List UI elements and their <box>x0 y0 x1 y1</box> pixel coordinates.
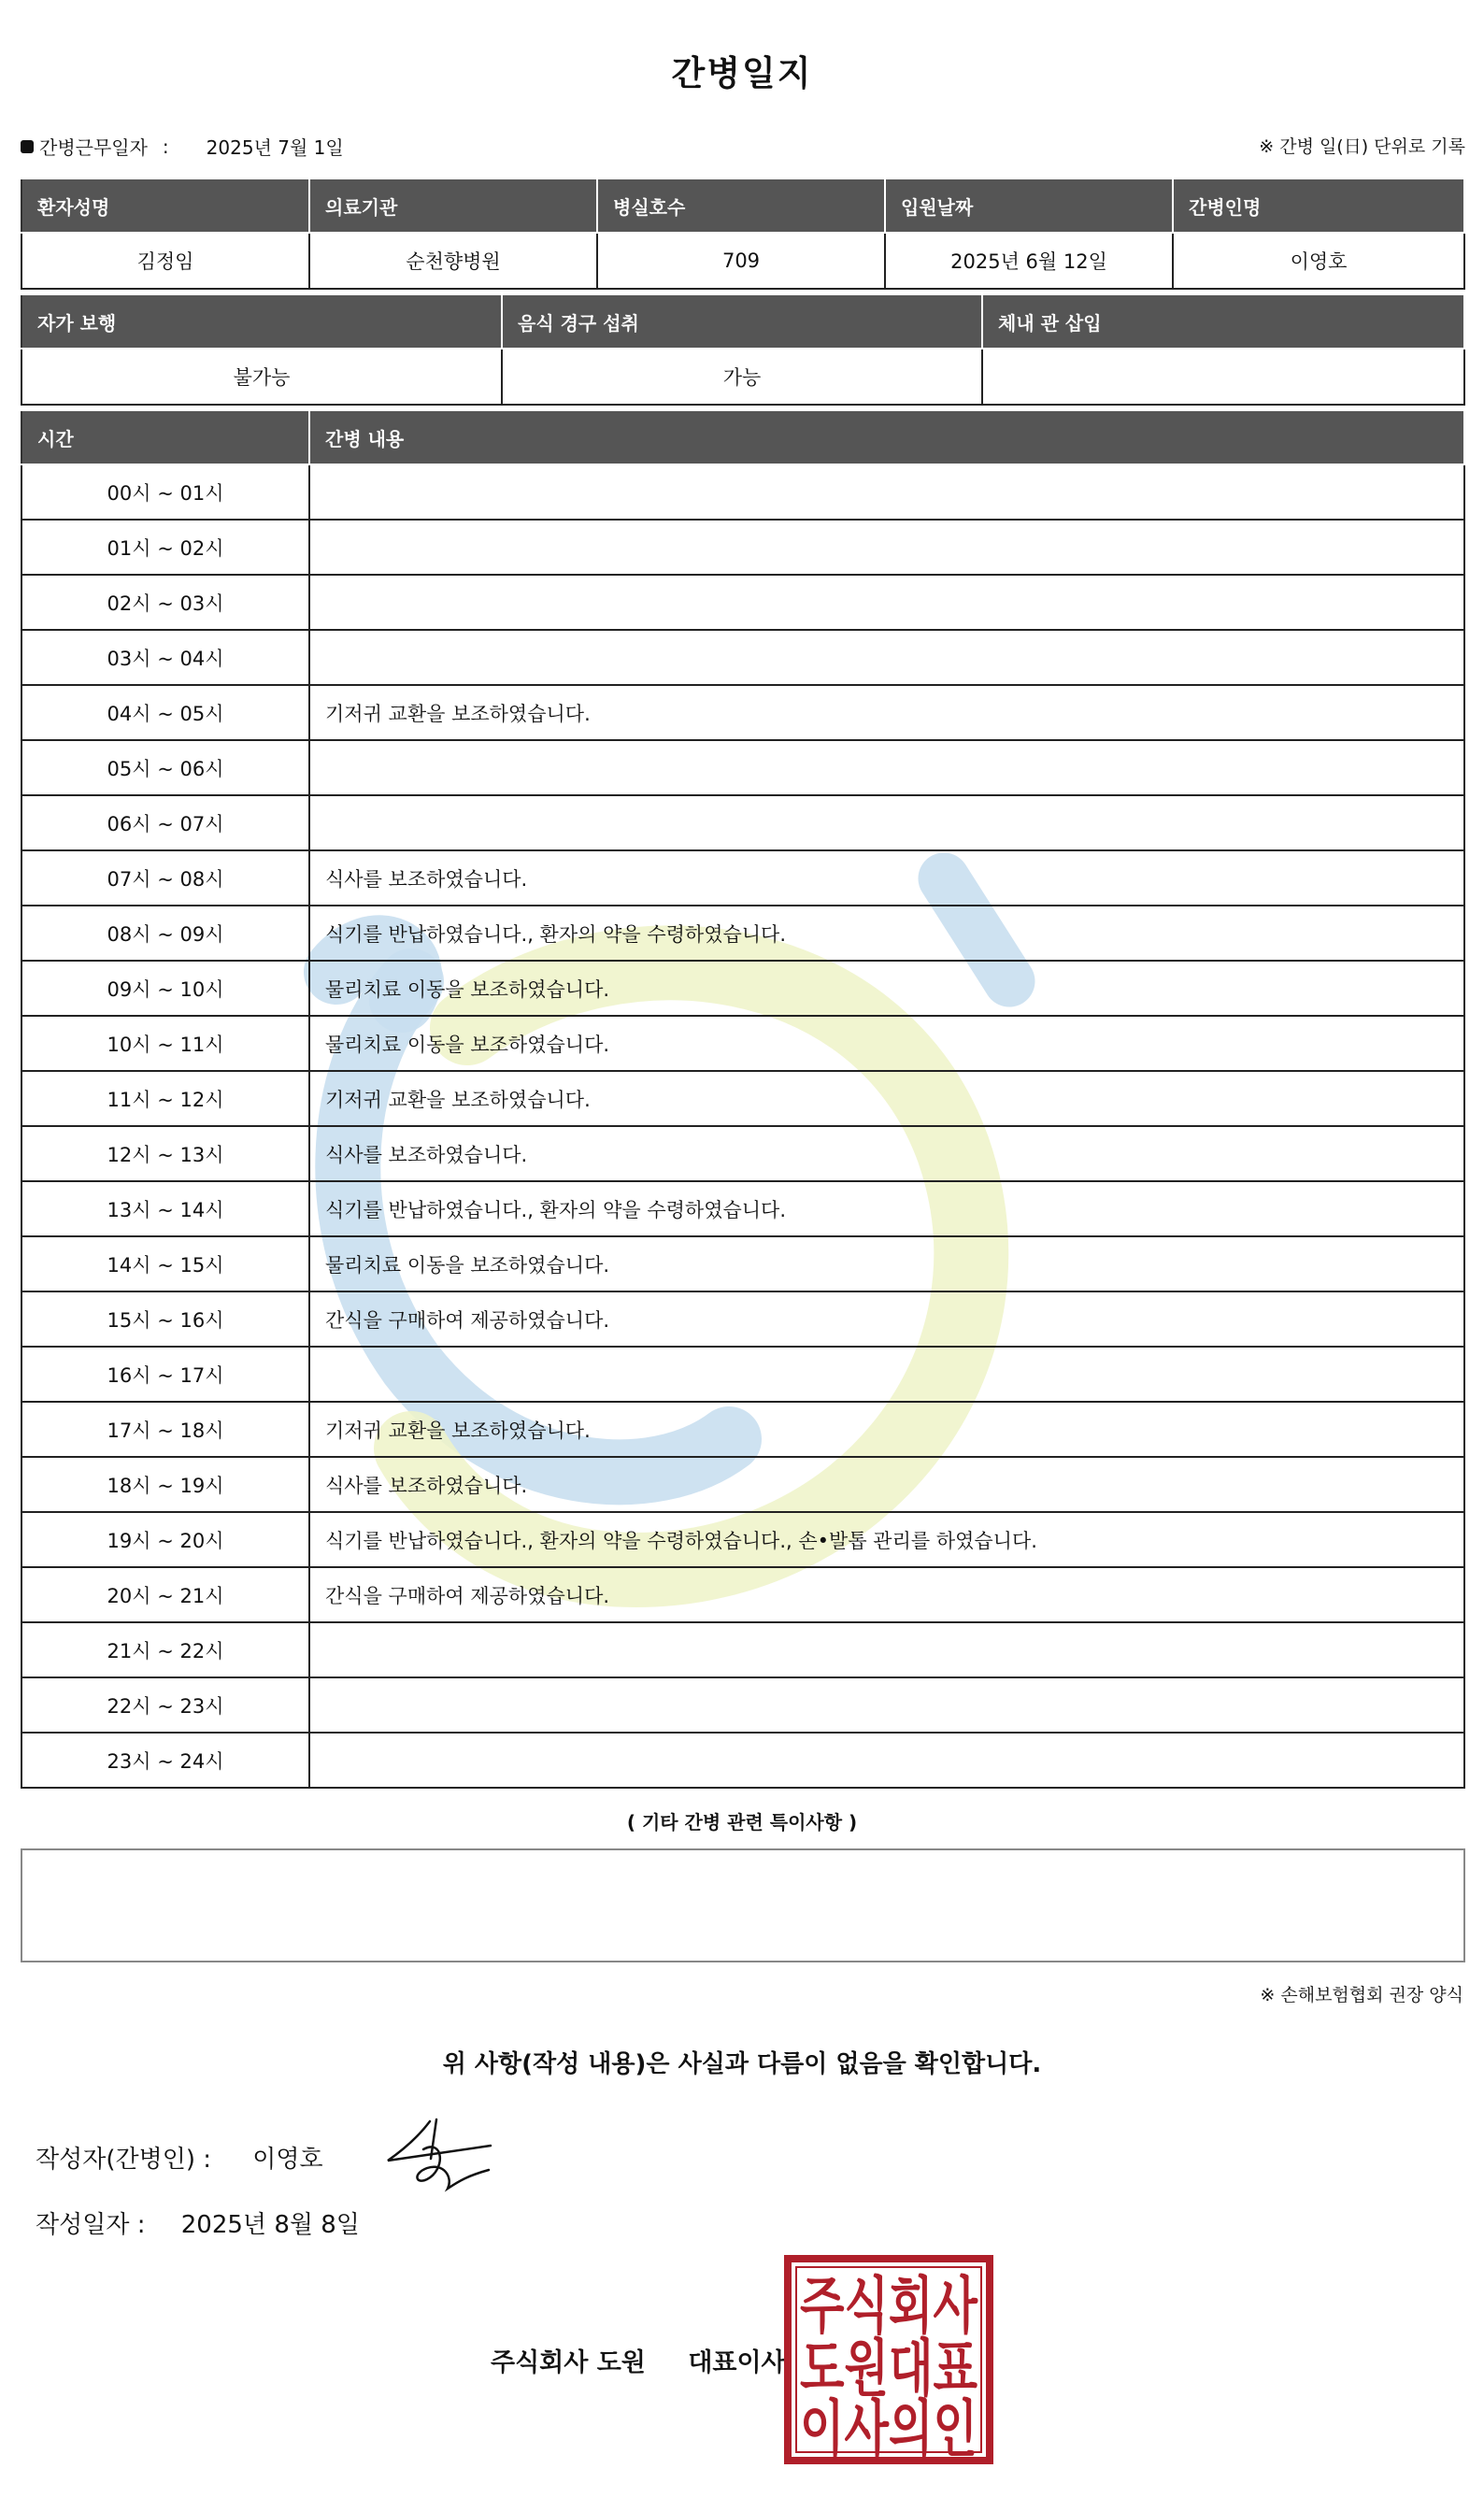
care-content <box>309 630 1464 685</box>
table-row <box>21 1677 1464 1733</box>
table-row <box>21 740 1464 795</box>
patient-status-table <box>21 293 1465 406</box>
time-slot: 06시 ~ 07시 <box>21 795 309 850</box>
company-line <box>491 2342 786 2378</box>
time-slot: 04시 ~ 05시 <box>21 685 309 740</box>
work-date-label: 간병근무일자 <box>39 136 148 159</box>
table-row <box>21 1457 1464 1512</box>
care-content <box>309 1733 1464 1788</box>
care-content: 간식을 구매하여 제공하였습니다. <box>309 1291 1464 1347</box>
time-slot: 11시 ~ 12시 <box>21 1071 309 1126</box>
written-date-label: 작성일자 : <box>36 2211 146 2239</box>
time-slot: 15시 ~ 16시 <box>21 1291 309 1347</box>
table-row <box>21 1347 1464 1402</box>
table-row <box>21 685 1464 740</box>
care-content <box>309 1622 1464 1677</box>
time-slot: 07시 ~ 08시 <box>21 850 309 906</box>
time-slot: 13시 ~ 14시 <box>21 1181 309 1236</box>
table-row <box>21 1622 1464 1677</box>
time-slot: 12시 ~ 13시 <box>21 1126 309 1181</box>
time-slot: 10시 ~ 11시 <box>21 1016 309 1071</box>
care-content: 물리치료 이동을 보조하였습니다. <box>309 1236 1464 1291</box>
care-content: 식기를 반납하였습니다., 환자의 약을 수령하였습니다. <box>309 1181 1464 1236</box>
recommendation-note: ※ 손해보험협회 권장 양식 <box>1260 1985 1463 2005</box>
caregiver-name-header: 간병인명 <box>1173 178 1464 233</box>
time-slot: 03시 ~ 04시 <box>21 630 309 685</box>
time-slot: 21시 ~ 22시 <box>21 1622 309 1677</box>
written-date-line <box>36 2205 360 2240</box>
table-row <box>21 464 1464 520</box>
care-content <box>309 520 1464 575</box>
confirmation-statement: 위 사항(작성 내용)은 사실과 다름이 없음을 확인합니다. <box>442 2050 1042 2078</box>
table-row <box>21 1733 1464 1788</box>
care-log-table <box>21 409 1465 1789</box>
care-content: 물리치료 이동을 보조하였습니다. <box>309 1016 1464 1071</box>
room-number-header: 병실호수 <box>597 178 885 233</box>
company-name: 주식회사 도원 <box>491 2348 646 2377</box>
writer-name: 이영호 <box>252 2146 323 2174</box>
table-row <box>21 795 1464 850</box>
work-date-value: 2025년 7월 1일 <box>206 136 344 159</box>
table-row <box>21 1236 1464 1291</box>
care-content <box>309 740 1464 795</box>
special-notes-title: ( 기타 간병 관련 특이사항 ) <box>626 1811 858 1834</box>
time-slot: 19시 ~ 20시 <box>21 1512 309 1567</box>
seal-line-2: 도원대표 <box>800 2333 978 2404</box>
care-content: 식사를 보조하였습니다. <box>309 1457 1464 1512</box>
time-slot: 05시 ~ 06시 <box>21 740 309 795</box>
table-row <box>21 906 1464 961</box>
care-content: 물리치료 이동을 보조하였습니다. <box>309 961 1464 1016</box>
time-slot: 22시 ~ 23시 <box>21 1677 309 1733</box>
care-content: 기저귀 교환을 보조하였습니다. <box>309 1071 1464 1126</box>
seal-line-1: 주식회사 <box>800 2270 978 2342</box>
work-date <box>21 133 344 160</box>
special-notes-box <box>21 1848 1465 1962</box>
writer-line <box>36 2140 323 2175</box>
care-content <box>309 1347 1464 1402</box>
care-content <box>309 575 1464 630</box>
time-slot: 08시 ~ 09시 <box>21 906 309 961</box>
written-date: 2025년 8월 8일 <box>180 2211 360 2239</box>
self-walking-header: 자가 보행 <box>21 294 502 349</box>
patient-name-header: 환자성명 <box>21 178 309 233</box>
patient-name: 김정임 <box>21 233 309 289</box>
table-row <box>21 520 1464 575</box>
table-row <box>21 1567 1464 1622</box>
company-seal <box>783 2254 994 2465</box>
room-number: 709 <box>597 233 885 289</box>
oral-intake-header: 음식 경구 섭취 <box>502 294 982 349</box>
square-bullet-icon <box>21 140 34 153</box>
care-content: 간식을 구매하여 제공하였습니다. <box>309 1567 1464 1622</box>
daily-record-note: ※ 간병 일(日) 단위로 기록 <box>1259 136 1465 157</box>
table-row <box>21 630 1464 685</box>
time-slot: 16시 ~ 17시 <box>21 1347 309 1402</box>
table-row <box>21 1402 1464 1457</box>
work-date-row <box>21 133 1465 164</box>
patient-info-table <box>21 178 1465 290</box>
care-content: 기저귀 교환을 보조하였습니다. <box>309 685 1464 740</box>
table-row <box>21 1291 1464 1347</box>
table-row <box>21 575 1464 630</box>
time-slot: 01시 ~ 02시 <box>21 520 309 575</box>
tube-insertion-header: 체내 관 삽입 <box>982 294 1464 349</box>
time-slot: 23시 ~ 24시 <box>21 1733 309 1788</box>
oral-intake-value: 가능 <box>502 349 982 405</box>
seal-line-3: 이사의인 <box>800 2393 977 2465</box>
self-walking-value: 불가능 <box>21 349 502 405</box>
care-content <box>309 464 1464 520</box>
care-content: 기저귀 교환을 보조하였습니다. <box>309 1402 1464 1457</box>
table-row <box>21 1512 1464 1567</box>
care-content: 식사를 보조하였습니다. <box>309 1126 1464 1181</box>
table-row <box>21 850 1464 906</box>
hospital: 순천향병원 <box>309 233 597 289</box>
care-content <box>309 1677 1464 1733</box>
page-title: 간병일지 <box>671 53 813 93</box>
time-slot: 00시 ~ 01시 <box>21 464 309 520</box>
care-content <box>309 795 1464 850</box>
caregiver-name: 이영호 <box>1173 233 1464 289</box>
table-row <box>21 1181 1464 1236</box>
table-row <box>21 1126 1464 1181</box>
tube-insertion-value <box>982 349 1464 405</box>
writer-label: 작성자(간병인) : <box>36 2146 212 2174</box>
care-content: 식기를 반납하였습니다., 환자의 약을 수령하였습니다. <box>309 906 1464 961</box>
table-row <box>21 1016 1464 1071</box>
table-row <box>21 961 1464 1016</box>
time-slot: 20시 ~ 21시 <box>21 1567 309 1622</box>
time-slot: 18시 ~ 19시 <box>21 1457 309 1512</box>
admission-date: 2025년 6월 12일 <box>885 233 1173 289</box>
work-date-colon: : <box>162 135 169 158</box>
care-content: 식기를 반납하였습니다., 환자의 약을 수령하였습니다., 손•발톱 관리를 하였습니다. <box>309 1512 1464 1567</box>
time-slot: 09시 ~ 10시 <box>21 961 309 1016</box>
time-slot: 17시 ~ 18시 <box>21 1402 309 1457</box>
time-header: 시간 <box>21 410 309 464</box>
hospital-header: 의료기관 <box>309 178 597 233</box>
care-content: 식사를 보조하였습니다. <box>309 850 1464 906</box>
care-content-header: 간병 내용 <box>309 410 1464 464</box>
admission-date-header: 입원날짜 <box>885 178 1173 233</box>
table-row <box>21 1071 1464 1126</box>
handwritten-signature <box>378 2112 500 2205</box>
time-slot: 02시 ~ 03시 <box>21 575 309 630</box>
time-slot: 14시 ~ 15시 <box>21 1236 309 1291</box>
representative-title: 대표이사 <box>688 2348 786 2377</box>
